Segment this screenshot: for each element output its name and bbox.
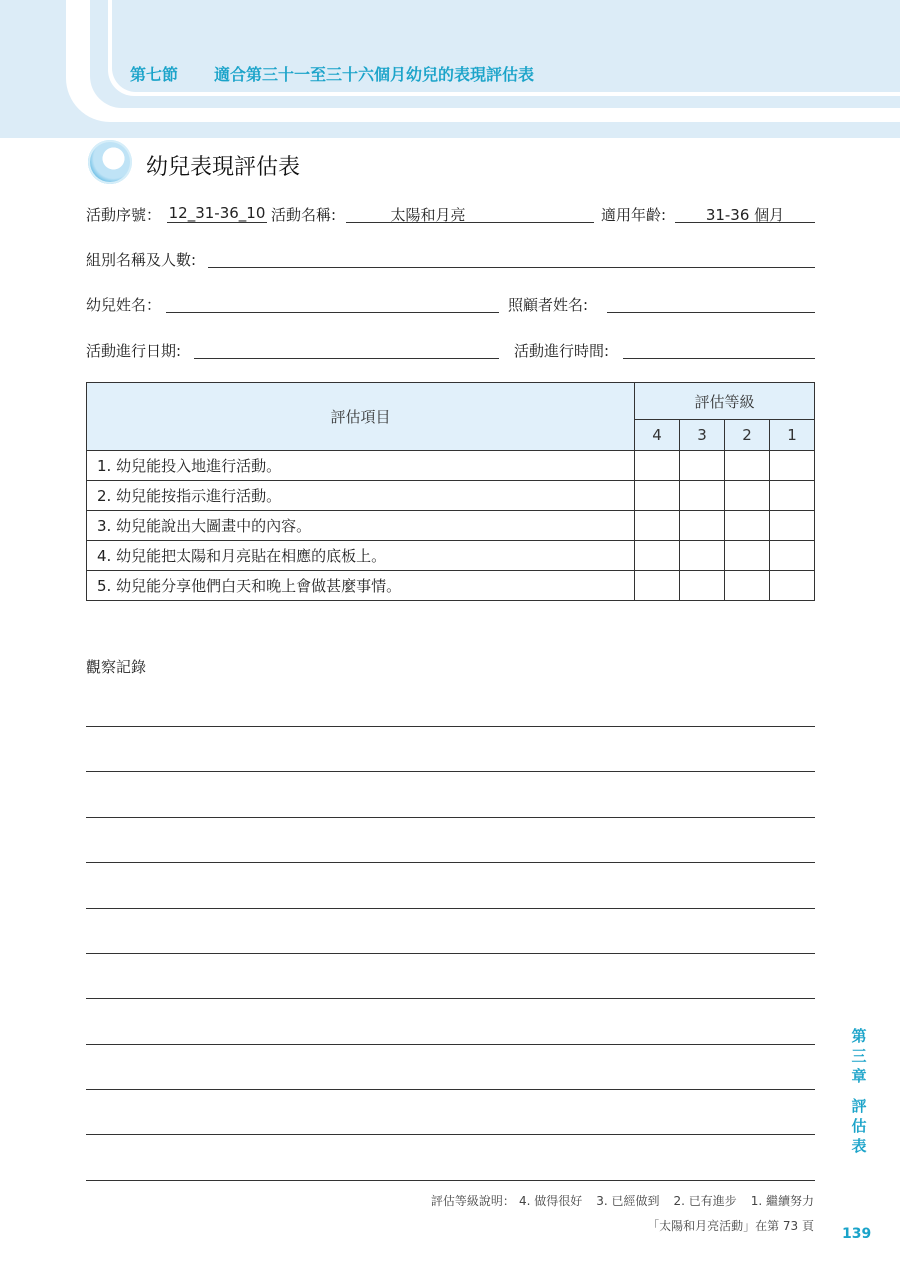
- grade-cell[interactable]: [770, 481, 815, 511]
- grade-cell[interactable]: [770, 511, 815, 541]
- observation-line[interactable]: [86, 1044, 815, 1045]
- table-row: [87, 511, 815, 541]
- legend-item: 3. 已經做到: [596, 1194, 660, 1208]
- side-tab-char: 三: [851, 1047, 867, 1065]
- grade-cell[interactable]: [635, 571, 680, 601]
- legend-item: 1. 繼續努力: [750, 1194, 814, 1208]
- observation-line[interactable]: [86, 862, 815, 863]
- grade-cell[interactable]: [725, 451, 770, 481]
- item-cell: 4. 幼兒能把太陽和月亮貼在相應的底板上。: [87, 541, 635, 571]
- grade-cell[interactable]: [770, 541, 815, 571]
- age-value: 31-36 個月: [705, 206, 785, 224]
- grade-cell[interactable]: [770, 451, 815, 481]
- activity-no-line: [167, 222, 267, 223]
- grade-cell[interactable]: [725, 571, 770, 601]
- observation-line[interactable]: [86, 908, 815, 909]
- grade-cell[interactable]: [680, 481, 725, 511]
- child-name-line[interactable]: [166, 312, 499, 313]
- page-number: 139: [842, 1226, 872, 1242]
- item-cell: 3. 幼兒能說出大圖畫中的內容。: [87, 511, 635, 541]
- side-tab-char: 第: [851, 1027, 867, 1045]
- grade-header: 1: [770, 420, 815, 451]
- side-tab-char: 表: [851, 1137, 867, 1155]
- grade-cell[interactable]: [635, 481, 680, 511]
- time-line[interactable]: [623, 358, 815, 359]
- side-tab-char: 評: [851, 1097, 867, 1115]
- item-header: 評估項目: [87, 383, 635, 451]
- date-label: 活動進行日期:: [86, 342, 182, 360]
- date-line[interactable]: [194, 358, 499, 359]
- section-number: 第七節: [130, 65, 179, 84]
- chapter-side-tab: [850, 1026, 868, 1156]
- activity-name-label: 活動名稱:: [271, 206, 337, 224]
- table-row: [87, 451, 815, 481]
- level-header: 評估等級: [635, 383, 815, 420]
- caregiver-line[interactable]: [607, 312, 815, 313]
- observation-line[interactable]: [86, 998, 815, 999]
- evaluation-table: [86, 382, 815, 601]
- table-row: [87, 541, 815, 571]
- page-title: 幼兒表現評估表: [146, 155, 301, 180]
- age-label: 適用年齡:: [601, 206, 667, 224]
- legend-prefix: 評估等級說明：: [430, 1194, 515, 1208]
- side-tab-char: 估: [851, 1117, 867, 1135]
- item-cell: 1. 幼兒能投入地進行活動。: [87, 451, 635, 481]
- grade-cell[interactable]: [635, 451, 680, 481]
- observation-line[interactable]: [86, 1089, 815, 1090]
- observation-line[interactable]: [86, 771, 815, 772]
- observation-line[interactable]: [86, 817, 815, 818]
- grade-cell[interactable]: [635, 541, 680, 571]
- grade-cell[interactable]: [680, 511, 725, 541]
- observation-label: 觀察記錄: [86, 658, 147, 676]
- observation-line[interactable]: [86, 953, 815, 954]
- grade-legend: [431, 1192, 814, 1209]
- time-label: 活動進行時間:: [514, 342, 610, 360]
- observation-line[interactable]: [86, 1180, 815, 1181]
- bubble-icon: [88, 140, 132, 184]
- side-tab-char: 章: [851, 1067, 867, 1085]
- grade-cell[interactable]: [725, 511, 770, 541]
- group-line[interactable]: [208, 267, 815, 268]
- section-title: 適合第三十一至三十六個月幼兒的表現評估表: [214, 65, 535, 84]
- observation-line[interactable]: [86, 1134, 815, 1135]
- grade-header: 4: [635, 420, 680, 451]
- table-row: [87, 481, 815, 511]
- page-reference: 「太陽和月亮活動」在第 73 頁: [647, 1219, 814, 1233]
- grade-cell[interactable]: [680, 451, 725, 481]
- grade-cell[interactable]: [680, 541, 725, 571]
- table-row: [87, 571, 815, 601]
- grade-cell[interactable]: [680, 571, 725, 601]
- activity-no-label: 活動序號：: [86, 206, 162, 224]
- grade-header: 2: [725, 420, 770, 451]
- group-label: 組別名稱及人數:: [86, 251, 197, 269]
- observation-line[interactable]: [86, 726, 815, 727]
- child-name-label: 幼兒姓名：: [86, 296, 162, 314]
- grade-header: 3: [680, 420, 725, 451]
- caregiver-label: 照顧者姓名:: [508, 296, 589, 314]
- item-cell: 2. 幼兒能按指示進行活動。: [87, 481, 635, 511]
- grade-cell[interactable]: [725, 481, 770, 511]
- grade-cell[interactable]: [725, 541, 770, 571]
- grade-cell[interactable]: [635, 511, 680, 541]
- item-cell: 5. 幼兒能分享他們白天和晚上會做甚麼事情。: [87, 571, 635, 601]
- grade-cell[interactable]: [770, 571, 815, 601]
- legend-item: 2. 已有進步: [673, 1194, 737, 1208]
- activity-name-value: 太陽和月亮: [390, 206, 466, 224]
- activity-no-value: 12_31-36_10: [168, 204, 266, 222]
- legend-item: 4. 做得很好: [518, 1194, 583, 1208]
